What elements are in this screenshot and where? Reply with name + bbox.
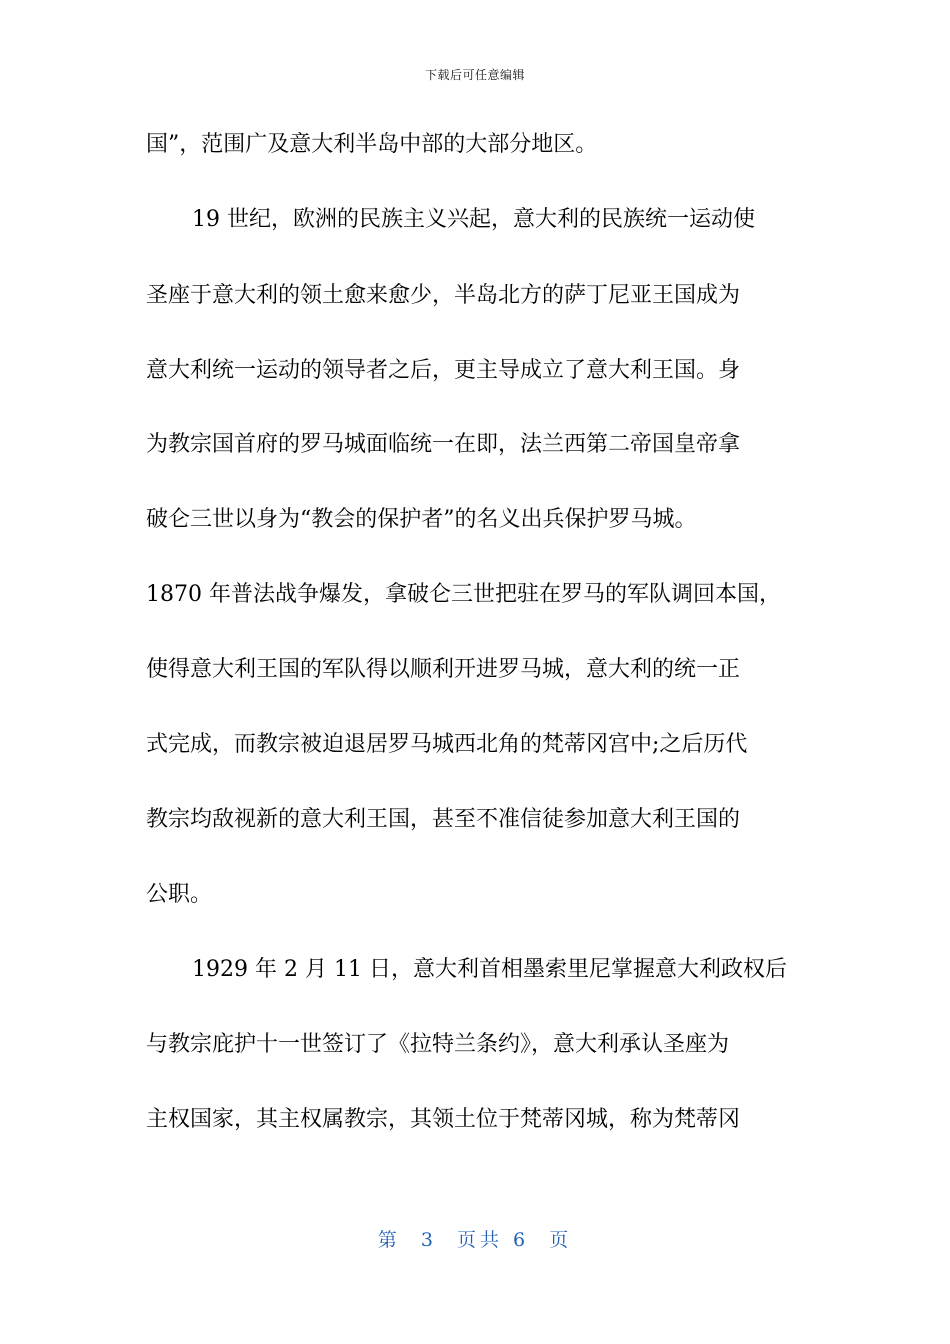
body-line: 破仑三世以身为“教会的保护者”的名义出兵保护罗马城。 [146, 507, 697, 532]
body-line: 国”，范围广及意大利半岛中部的大部分地区。 [146, 132, 598, 157]
body-line: 与教宗庇护十一世签订了《拉特兰条约》，意大利承认圣座为 [146, 1032, 730, 1057]
body-line: 1870 年普法战争爆发，拿破仑三世把驻在罗马的军队调回本国， [146, 582, 781, 607]
body-line: 圣座于意大利的领土愈来愈少，半岛北方的萨丁尼亚王国成为 [146, 283, 741, 308]
page-number-footer [0, 1225, 950, 1252]
body-line: 1929 年 2 月 11 日，意大利首相墨索里尼掌握意大利政权后 [192, 957, 787, 982]
body-line: 19 世纪，欧洲的民族主义兴起，意大利的民族统一运动使 [192, 207, 755, 232]
body-line: 公职。 [146, 882, 213, 907]
body-line: 教宗均敌视新的意大利王国，甚至不准信徒参加意大利王国的 [146, 807, 741, 832]
body-line: 主权国家，其主权属教宗，其领土位于梵蒂冈城，称为梵蒂冈 [146, 1107, 741, 1132]
header-note: 下载后可任意编辑 [424, 68, 525, 82]
page-number-label: 第 3 页共 6 页 [377, 1229, 573, 1251]
body-line: 使得意大利王国的军队得以顺利开进罗马城，意大利的统一正 [146, 657, 741, 682]
body-line: 式完成，而教宗被迫退居罗马城西北角的梵蒂冈宫中;之后历代 [146, 732, 748, 757]
body-line: 为教宗国首府的罗马城面临统一在即，法兰西第二帝国皇帝拿 [146, 432, 741, 457]
body-line: 意大利统一运动的领导者之后，更主导成立了意大利王国。身 [146, 358, 741, 383]
